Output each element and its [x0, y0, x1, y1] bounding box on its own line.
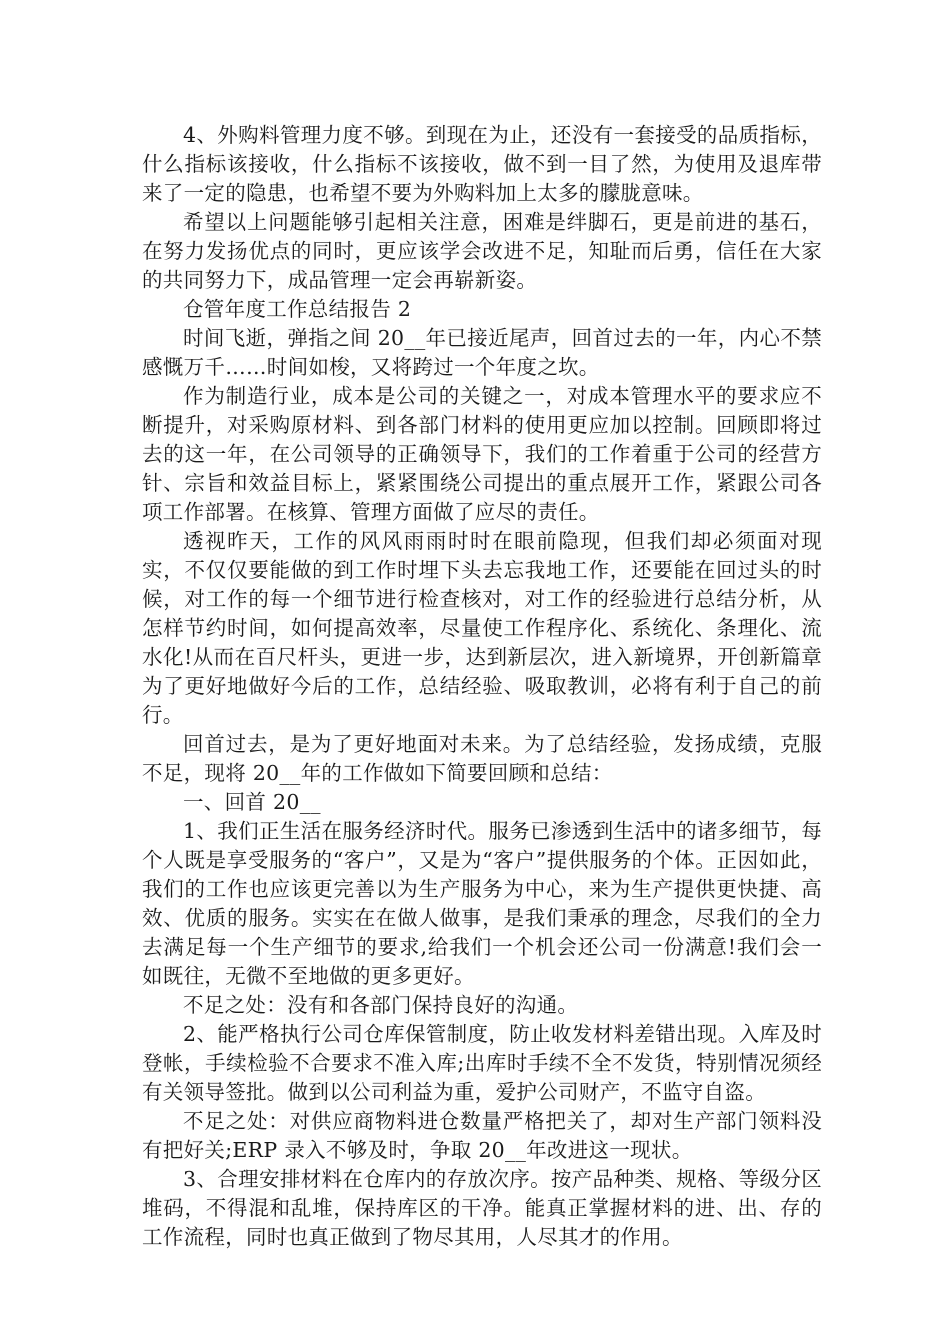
paragraph-item-3-storage-order: 3、合理安排材料在仓库内的存放次序。按产品种类、规格、等级分区堆码，不得混和乱堆，保持库区的干净。能真正掌握材料的进、出、存的工作流程，同时也真正做到了物尽其用，人尽其才的作用。 — [142, 1167, 822, 1249]
heading-review-year: 一、回首 20__ — [183, 790, 321, 814]
document-body — [142, 121, 822, 1252]
paragraph-shortcoming-1: 不足之处：没有和各部门保持良好的沟通。 — [183, 993, 579, 1017]
paragraph-time-flies: 时间飞逝，弹指之间 20__年已接近尾声，回首过去的一年，内心不禁感慨万千……时间如梭，又将跨过一个年度之坎。 — [142, 326, 822, 379]
paragraph-manufacturing-cost: 作为制造行业，成本是公司的关键之一，对成本管理水平的要求应不断提升，对采购原材料、到各部门材料的使用更应加以控制。回顾即将过去的这一年，在公司领导的正确领导下，我们的工作着重于公司的经营方针、宗旨和效益目标上，紧紧围绕公司提出的重点展开工作，紧跟公司各项工作部署。在核算、管理方面做了应尽的责任。 — [142, 384, 822, 524]
paragraph-looking-back-yesterday: 透视昨天，工作的风风雨雨时时在眼前隐现，但我们却必须面对现实，不仅仅要能做的到工作时埋下头去忘我地工作，还要能在回过头的时候，对工作的每一个细节进行检查核对，对工作的经验进行总结分析，从怎样节约时间，如何提高效率，尽量使工作程序化、系统化、条理化、流水化!从而在百尺杆头，更进一步，达到新层次，进入新境界，开创新篇章为了更好地做好今后的工作，总结经验、吸取教训，必将有利于自己的前行。 — [142, 529, 822, 727]
paragraph-hope-improvement: 希望以上问题能够引起相关注意，困难是绊脚石，更是前进的基石，在努力发扬优点的同时，更应该学会改进不足，知耻而后勇，信任在大家的共同努力下，成品管理一定会再崭新姿。 — [142, 210, 822, 292]
paragraph-item-2-warehouse-rules: 2、能严格执行公司仓库保管制度，防止收发材料差错出现。入库及时登帐，手续检验不合要求不准入库;出库时手续不全不发货，特别情况须经有关领导签批。做到以公司利益为重，爱护公司财产，不监守自盗。 — [142, 1022, 822, 1104]
paragraph-shortcoming-2: 不足之处：对供应商物料进仓数量严格把关了，却对生产部门领料没有把好关;ERP 录入不够及时，争取 20__年改进这一现状。 — [142, 1109, 822, 1162]
paragraph-purchased-materials-issue: 4、外购料管理力度不够。到现在为止，还没有一套接受的品质指标，什么指标该接收，什么指标不该接收，做不到一目了然，为使用及退库带来了一定的隐患，也希望不要为外购料加上太多的朦胧意味。 — [142, 123, 822, 205]
section-title-report-2: 仓管年度工作总结报告 2 — [183, 297, 412, 321]
paragraph-item-1-service-economy: 1、我们正生活在服务经济时代。服务已渗透到生活中的诸多细节，每个人既是享受服务的“客户”，又是为“客户”提供服务的个体。正因如此，我们的工作也应该更完善以为生产服务为中心，来为生产提供更快捷、高效、优质的服务。实实在在做人做事，是我们秉承的理念，尽我们的全力去满足每一个生产细节的要求,给我们一个机会还公司一份满意!我们会一如既往，无微不至地做的更多更好。 — [142, 819, 822, 988]
paragraph-review-intro: 回首过去，是为了更好地面对未来。为了总结经验，发扬成绩，克服不足，现将 20__年的工作做如下简要回顾和总结： — [142, 732, 822, 785]
